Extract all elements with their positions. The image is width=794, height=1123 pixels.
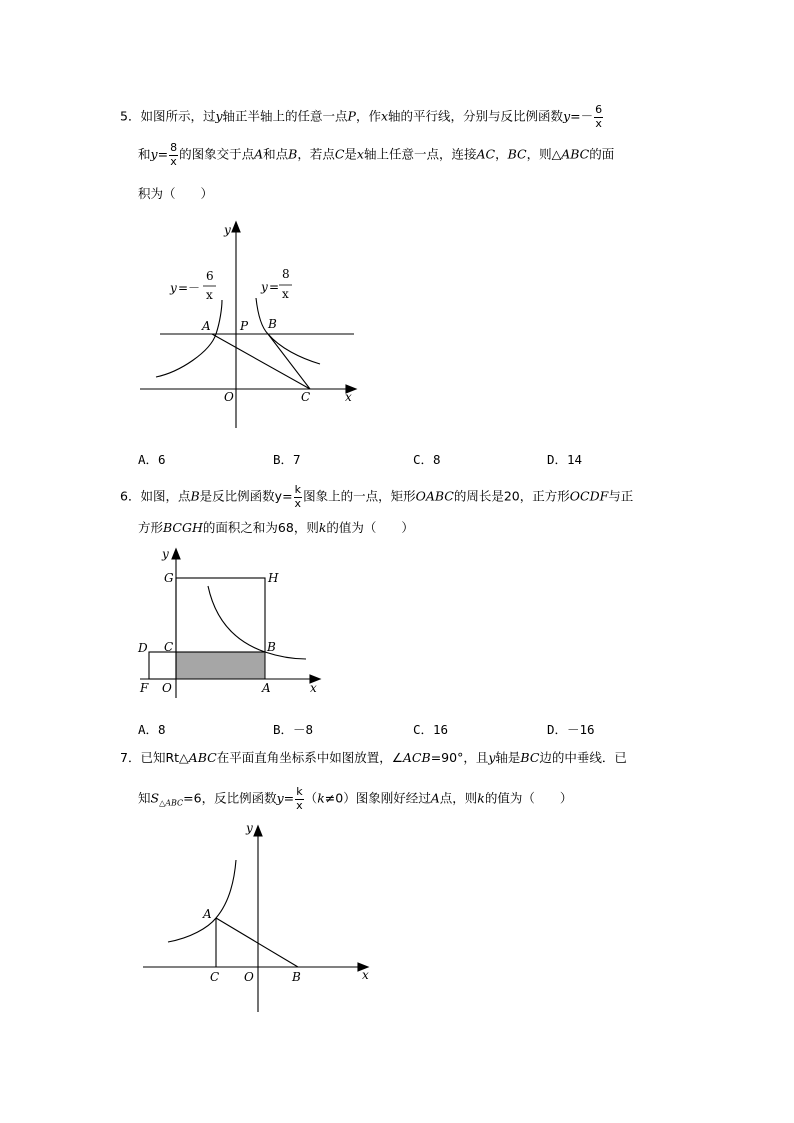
- q6-label-F: F: [140, 681, 149, 695]
- q5-option-b[interactable]: B．7: [273, 452, 301, 467]
- q5-option-c[interactable]: C．8: [413, 452, 441, 467]
- q6-number: 6．: [120, 488, 141, 504]
- q7-label-x: x: [362, 968, 369, 982]
- q5-left-func-den: x: [206, 288, 213, 302]
- q5-label-A: A: [202, 319, 211, 333]
- q6-label-B: B: [267, 640, 276, 654]
- q7-label-B: B: [292, 970, 301, 984]
- q5-right-func-num: 8: [282, 267, 290, 281]
- q7-curve: [168, 860, 236, 942]
- q6-label-G: G: [164, 571, 174, 585]
- q7-line-2: 知$S_{\triangle ABC}=6$，反比例函数y= $\frac{k}{x}$ （k≠0）图象刚好经过A点，则k的值为（ ）: [138, 785, 573, 812]
- q7-label-A: A: [203, 907, 212, 921]
- q7-label-O: O: [244, 970, 254, 984]
- q6-option-b[interactable]: B．－8: [273, 722, 314, 737]
- q5-line-2: 和y= $\frac{8}{x}$ 的图象交于点A和点B，若点C是x轴上任意一点，连接AC，BC，则△ABC的面: [138, 141, 615, 168]
- q5-label-B: B: [268, 317, 277, 331]
- q6-line-1: 6．如图，点B是反比例函数y= $\frac{k}{x}$ 图象上的一点，矩形OABC的周长是20，正方形OCDF与正: [120, 483, 634, 510]
- q5-label-O: O: [224, 390, 234, 404]
- q7-line-1: 7．已知Rt△ABC在平面直角坐标系中如图放置，∠ACB=90°，且y轴是BC边的中垂线．已: [120, 750, 627, 765]
- fraction-6-over-x: $\frac{6}{x}$: [595, 103, 603, 130]
- q5-label-C: C: [301, 390, 311, 404]
- q6-label-C: C: [164, 640, 174, 654]
- fraction-k-over-x: $\frac{k}{x}$: [296, 785, 303, 812]
- q7-segment-AB: [216, 918, 298, 967]
- q6-label-y: y: [162, 547, 169, 561]
- q6-label-O: O: [162, 681, 172, 695]
- q6-label-A: A: [262, 681, 271, 695]
- q5-line-3: 积为（ ）: [138, 186, 214, 201]
- q5-number: 5．: [120, 108, 141, 124]
- q5-left-func-prefix: y: [170, 281, 177, 295]
- fraction-k-over-x: $\frac{k}{x}$: [294, 483, 302, 510]
- q5-label-x: x: [345, 390, 352, 404]
- q6-option-d[interactable]: D．－16: [547, 722, 595, 737]
- q5-right-func-prefix: y: [261, 280, 268, 294]
- q6-option-c[interactable]: C．16: [413, 722, 449, 737]
- q6-line-2: 方形BCGH的面积之和为68，则k的值为（ ）: [138, 520, 414, 535]
- q6-label-x: x: [310, 681, 317, 695]
- q6-label-D: D: [138, 641, 148, 655]
- q7-label-y: y: [246, 821, 253, 835]
- q5-option-d[interactable]: D．14: [547, 452, 583, 467]
- q7-y-arrow: [254, 826, 262, 836]
- q7-number: 7．: [120, 750, 141, 765]
- q6-option-a[interactable]: A．8: [138, 722, 166, 737]
- q5-option-a[interactable]: A．6: [138, 452, 166, 467]
- q6-label-H: H: [268, 571, 279, 585]
- q5-label-P: P: [240, 319, 249, 333]
- q5-line-1: 5．如图所示，过y轴正半轴上的任意一点P，作x轴的平行线，分别与反比例函数y=－ $\frac{6}{x}$: [120, 103, 603, 130]
- fraction-8-over-x: $\frac{8}{x}$: [170, 141, 178, 168]
- q5-label-y: y: [224, 223, 231, 237]
- q5-left-func-num: 6: [206, 269, 214, 283]
- q5-right-func-den: x: [282, 287, 289, 301]
- q5-left-func-eq: =－: [178, 281, 201, 295]
- q5-right-func-eq: =: [269, 280, 280, 294]
- q7-label-C: C: [210, 970, 220, 984]
